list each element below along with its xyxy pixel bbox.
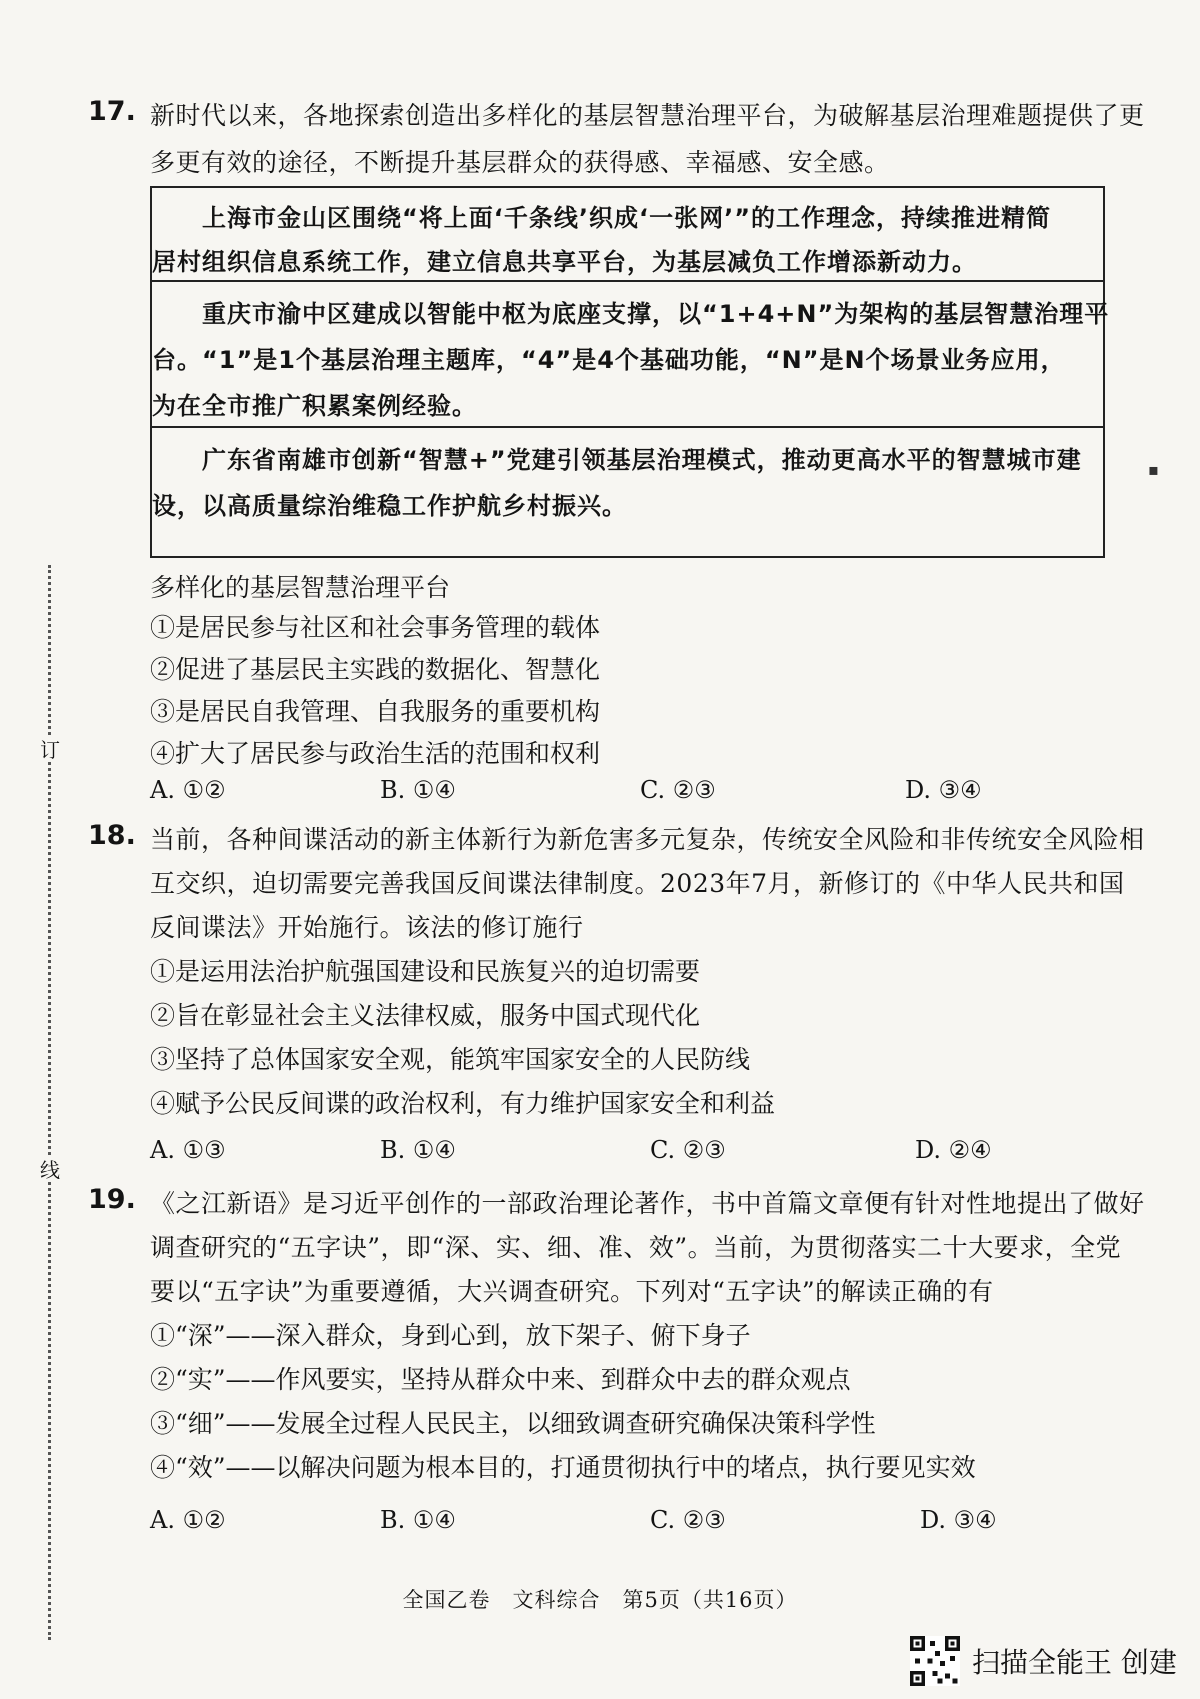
material-line: 设，以高质量综治维稳工作护航乡村振兴。	[152, 492, 627, 520]
question-stem-line: 调查研究的“五字诀”，即“深、实、细、准、效”。当前，为贯彻落实二十大要求，全党	[150, 1233, 1122, 1262]
question-stem-line: 当前，各种间谍活动的新主体新行为新危害多元复杂，传统安全风险和非传统安全风险相	[150, 825, 1145, 854]
page-footer: 全国乙卷 文科综合 第5页（共16页）	[402, 1588, 798, 1612]
scanner-watermark	[910, 1636, 1177, 1686]
question-stem-line: 多更有效的途径，不断提升基层群众的获得感、幸福感、安全感。	[150, 148, 890, 177]
option-2: ②促进了基层民主实践的数据化、智慧化	[150, 655, 601, 684]
choice-b: B. ①④	[380, 1136, 456, 1164]
material-chongqing	[152, 280, 1110, 426]
choice-b: B. ①④	[380, 776, 456, 804]
material-line: 重庆市渝中区建成以智能中枢为底座支撑，以“1+4+N”为架构的基层智慧治理平	[152, 300, 1110, 328]
question-stem-line: 新时代以来，各地探索创造出多样化的基层智慧治理平台，为破解基层治理难题提供了更	[150, 101, 1145, 130]
watermark-text: 扫描全能王 创建	[972, 1646, 1177, 1679]
option-1: ①是运用法治护航强国建设和民族复兴的迫切需要	[150, 957, 701, 986]
question-stem-line: 互交织，迫切需要完善我国反间谍法律制度。2023年7月，新修订的《中华人民共和国	[150, 869, 1125, 898]
choice-a: A. ①②	[150, 1506, 226, 1534]
choice-c: C. ②③	[650, 1506, 726, 1534]
question-number: 18.	[88, 820, 136, 851]
question-stem-line: 《之江新语》是习近平创作的一部政治理论著作，书中首篇文章便有针对性地提出了做好	[150, 1189, 1145, 1218]
binding-char-xian: 线	[40, 1158, 60, 1182]
question-stem-line: 要以“五字诀”为重要遵循，大兴调查研究。下列对“五字诀”的解读正确的有	[150, 1277, 994, 1306]
option-3: ③“细”——发展全过程人民民主，以细致调查研究确保决策科学性	[150, 1409, 876, 1438]
material-line: 居村组织信息系统工作，建立信息共享平台，为基层减负工作增添新动力。	[152, 248, 977, 276]
scan-artifact-mark: ▪	[1148, 460, 1159, 479]
choice-a: A. ①③	[150, 1136, 226, 1164]
material-line: 为在全市推广积累案例经验。	[152, 392, 477, 420]
option-1: ①是居民参与社区和社会事务管理的载体	[150, 613, 601, 642]
choice-c: C. ②③	[640, 776, 716, 804]
option-4: ④“效”——以解决问题为根本目的，打通贯彻执行中的堵点，执行要见实效	[150, 1453, 976, 1482]
choice-d: D. ③④	[905, 776, 982, 804]
question-number: 17.	[88, 96, 136, 127]
option-1: ①“深”——深入群众，身到心到，放下架子、俯下身子	[150, 1321, 751, 1350]
option-3: ③坚持了总体国家安全观，能筑牢国家安全的人民防线	[150, 1045, 751, 1074]
binding-char-ding: 订	[40, 738, 60, 762]
material-nanxiong	[152, 426, 1103, 558]
choice-d: D. ③④	[920, 1506, 997, 1534]
question-lead: 多样化的基层智慧治理平台	[150, 573, 451, 602]
option-2: ②“实”——作风要实，坚持从群众中来、到群众中去的群众观点	[150, 1365, 851, 1394]
material-line: 台。“1”是1个基层治理主题库，“4”是4个基础功能，“N”是N个场景业务应用，	[152, 346, 1066, 374]
binding-dotted-line	[48, 565, 51, 1640]
question-number: 19.	[88, 1184, 136, 1215]
question-stem-line: 反间谍法》开始施行。该法的修订施行	[150, 913, 584, 942]
material-shanghai	[152, 188, 1103, 278]
choice-d: D. ②④	[915, 1136, 992, 1164]
choice-a: A. ①②	[150, 776, 226, 804]
material-box	[150, 186, 1110, 558]
option-2: ②旨在彰显社会主义法律权威，服务中国式现代化	[150, 1001, 701, 1030]
material-line: 广东省南雄市创新“智慧+”党建引领基层治理模式，推动更高水平的智慧城市建	[152, 446, 1082, 474]
qr-code-icon	[910, 1636, 960, 1686]
option-3: ③是居民自我管理、自我服务的重要机构	[150, 697, 601, 726]
option-4: ④扩大了居民参与政治生活的范围和权利	[150, 739, 601, 768]
choice-b: B. ①④	[380, 1506, 456, 1534]
choice-c: C. ②③	[650, 1136, 726, 1164]
material-line: 上海市金山区围绕“将上面‘千条线’织成‘一张网’”的工作理念，持续推进精简	[152, 204, 1052, 232]
option-4: ④赋予公民反间谍的政治权利，有力维护国家安全和利益	[150, 1089, 776, 1118]
